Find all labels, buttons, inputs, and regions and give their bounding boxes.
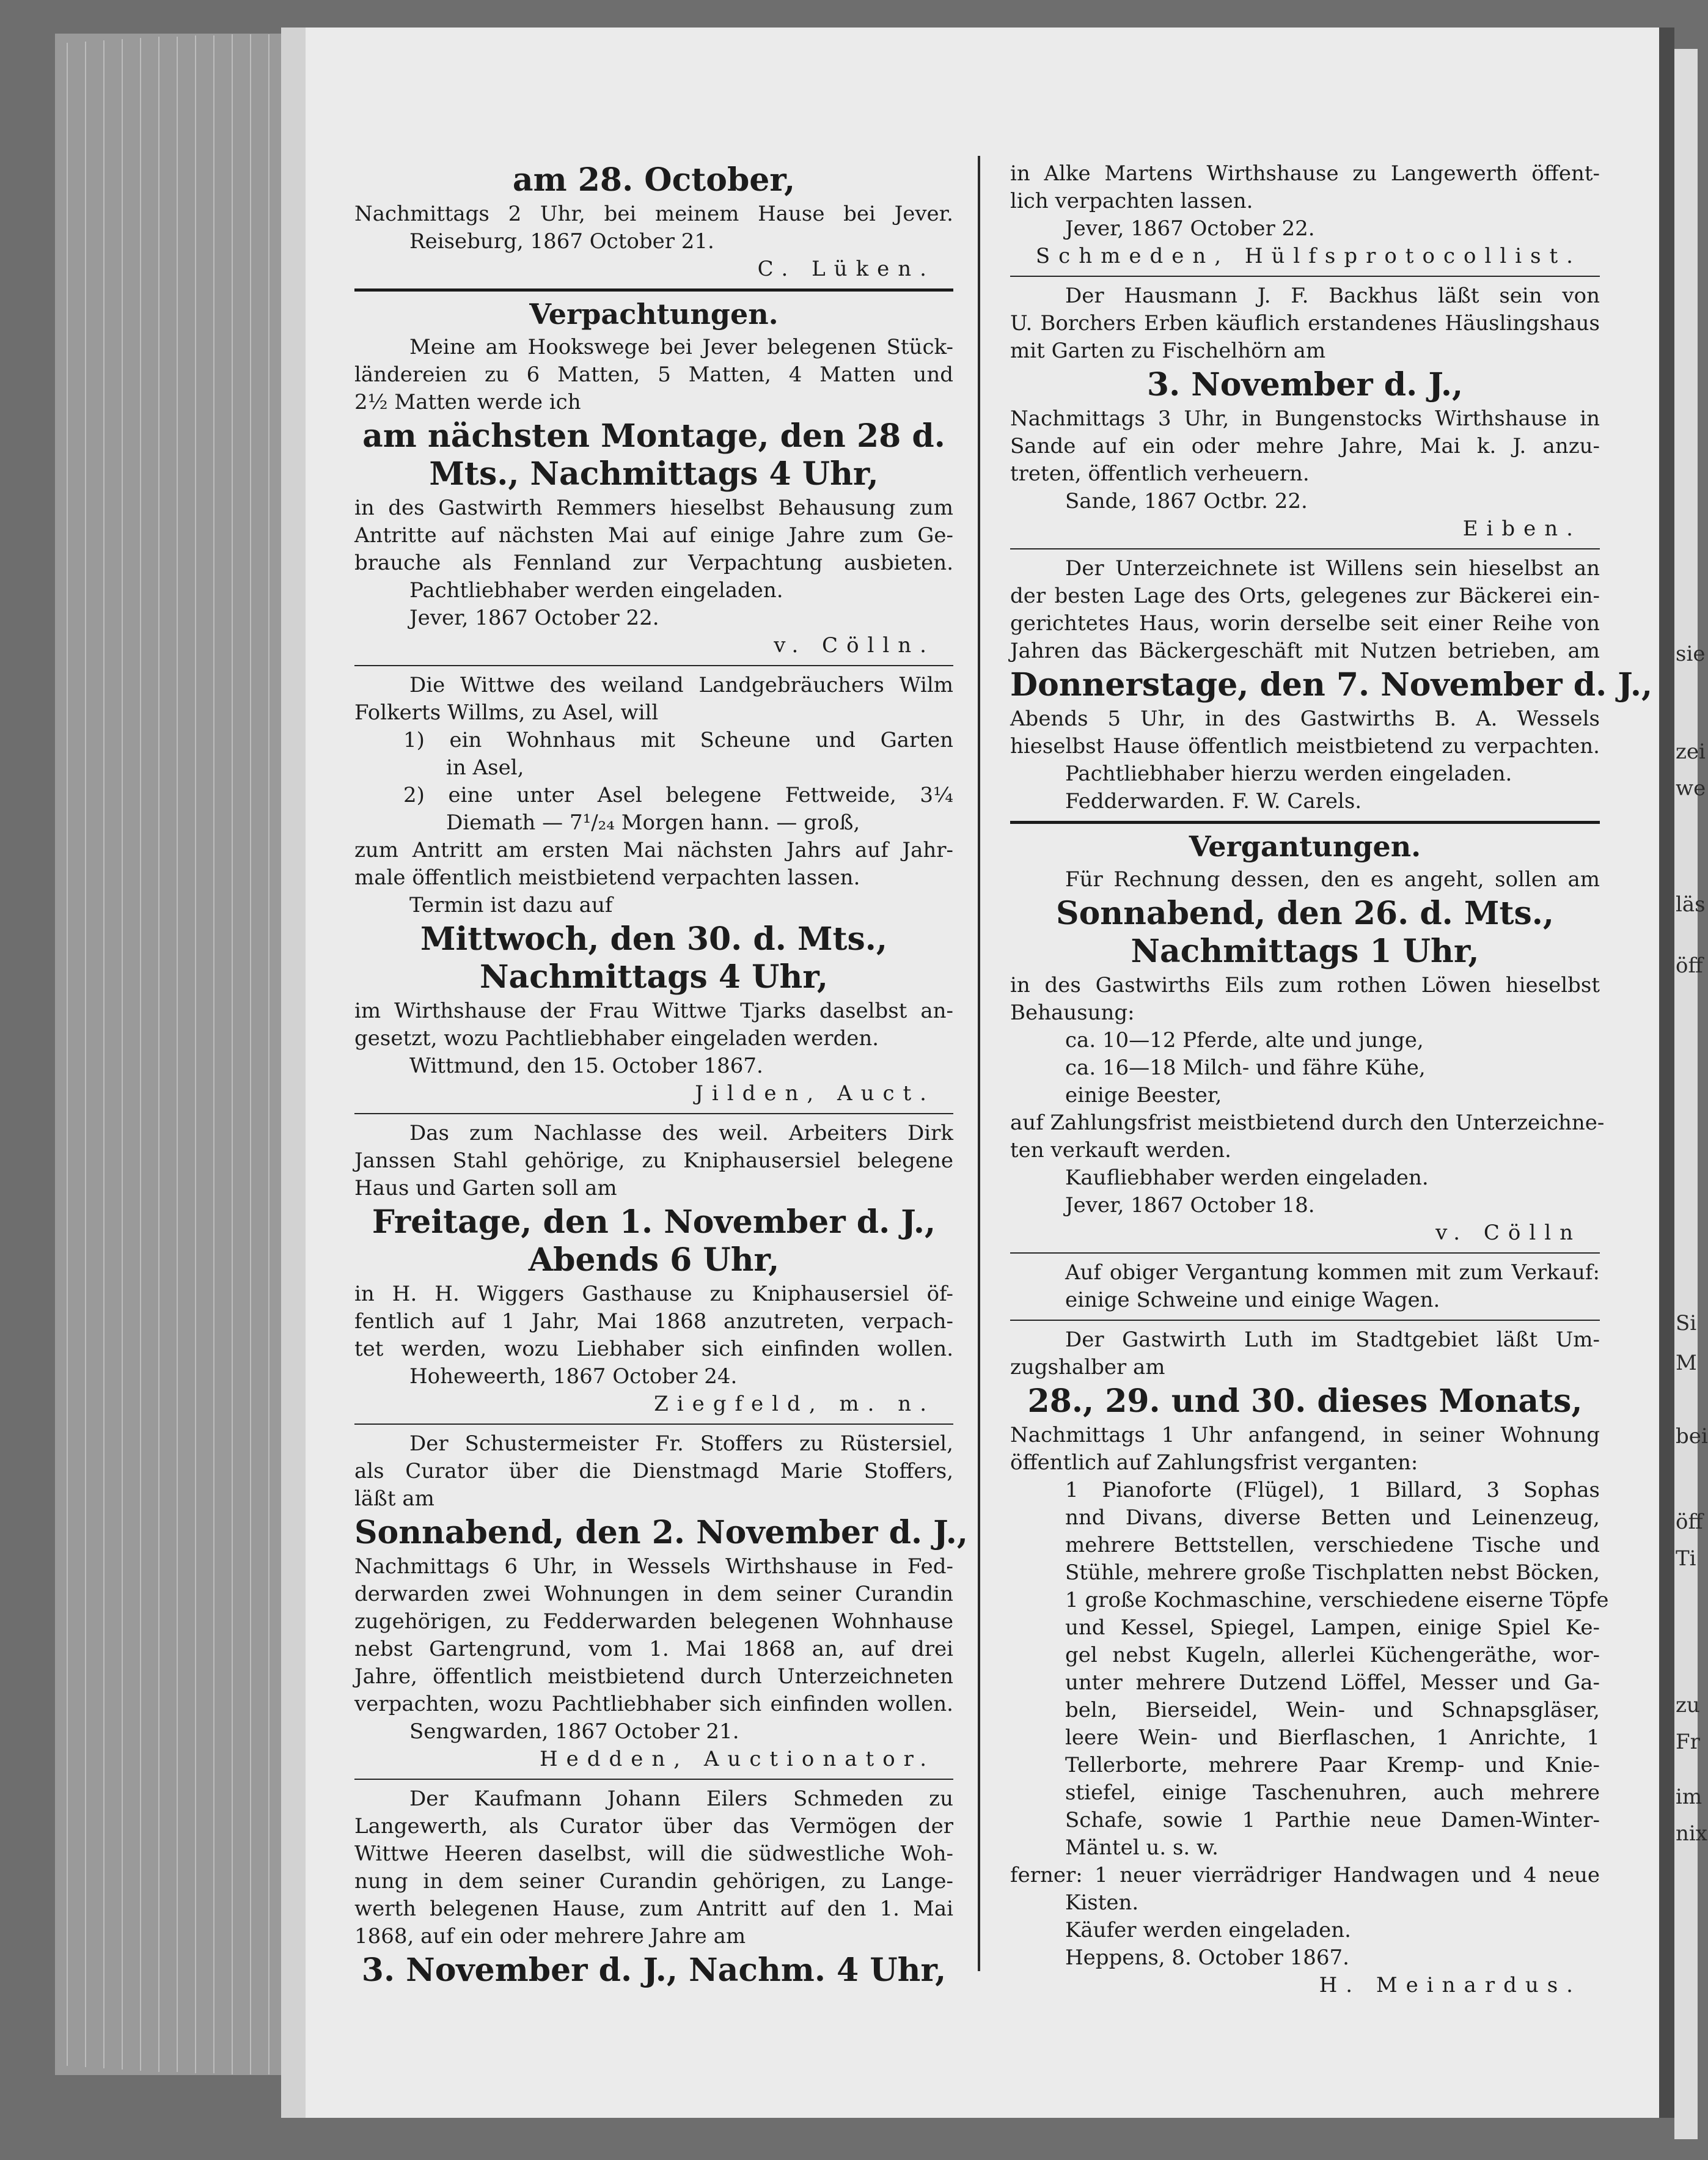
text-line: fentlich auf 1 Jahr, Mai 1868 anzutreten, verpach- (354, 1309, 953, 1334)
text-line: Kaufliebhaber werden eingeladen. (1065, 1166, 1429, 1190)
text-line: beln, Bierseidel, Wein- und Schnapsgläser, (1065, 1698, 1600, 1722)
text-line: ten verkauft werden. (1010, 1138, 1231, 1163)
text-line: Langewerth, als Curator über das Vermögen der (354, 1814, 953, 1839)
gutter-shadow (1659, 28, 1674, 2118)
text-line: zugehörigen, zu Fedderwarden belegenen Wohnhause (354, 1609, 953, 1634)
text-line: Wittwe Heeren daselbst, will die südwestliche Woh- (354, 1842, 953, 1866)
text-line: in Alke Martens Wirthshause zu Langewerth öffent- (1010, 161, 1600, 186)
text-line: Nachmittags 6 Uhr, in Wessels Wirthshause in Fed- (354, 1554, 953, 1579)
book-fore-edge (55, 34, 287, 2075)
date-headline: am nächsten Montage, den 28 d. (362, 417, 945, 455)
text-line: gerichtetes Haus, worin derselbe seit einer Reihe von (1010, 611, 1600, 636)
date-headline: 3. November d. J., Nachm. 4 Uhr, (361, 1952, 947, 1989)
facing-page-fragment: Ti (1676, 1546, 1696, 1571)
text-line: 1868, auf ein oder mehrere Jahre am (354, 1924, 746, 1949)
facing-page-fragment: we (1676, 776, 1706, 801)
text-line: im Wirthshause der Frau Wittwe Tjarks daselbst an- (354, 999, 953, 1023)
text-line: Jahre, öffentlich meistbietend durch Unterzeichneten (354, 1664, 953, 1689)
text-line: Mäntel u. s. w. (1065, 1835, 1219, 1860)
text-line: einige Beester, (1065, 1083, 1222, 1108)
facing-page-fragment: öff (1676, 953, 1703, 978)
separator-rule (354, 1423, 953, 1425)
text-line: 1) ein Wohnhaus mit Scheune und Garten (403, 728, 953, 752)
text-line: auf Zahlungsfrist meistbietend durch den Unterzeichne- (1010, 1111, 1605, 1135)
text-line: Stühle, mehrere große Tischplatten nebst Böcken, (1065, 1560, 1600, 1585)
text-line: Behausung: (1010, 1001, 1135, 1025)
text-line: Der Unterzeichnete ist Willens sein hieselbst an (1065, 556, 1600, 581)
facing-page-fragment: nix (1676, 1821, 1707, 1846)
facing-page-fragment: zu (1676, 1693, 1700, 1717)
separator-rule (1010, 276, 1600, 277)
text-line: ländereien zu 6 Matten, 5 Matten, 4 Matten und (354, 362, 953, 387)
date-headline: Nachmittags 1 Uhr, (1131, 933, 1479, 970)
text-line: Abends 5 Uhr, in des Gastwirths B. A. Wessels (1010, 707, 1600, 731)
facing-page-fragment: zei (1676, 740, 1706, 764)
text-line: 2½ Matten werde ich (354, 390, 581, 414)
date-headline: Freitage, den 1. November d. J., (372, 1203, 936, 1241)
text-line: Jahren das Bäckergeschäft mit Nutzen betrieben, am (1010, 639, 1600, 663)
date-headline: Sonnabend, den 2. November d. J., (354, 1514, 968, 1551)
text-line: ca. 16—18 Milch- und fähre Kühe, (1065, 1056, 1426, 1080)
date-headline: Donnerstage, den 7. November d. J., (1010, 666, 1653, 703)
facing-page-fragment: öff (1676, 1510, 1703, 1534)
text-line: Meine am Hookswege bei Jever belegenen Stück- (409, 335, 953, 359)
text-line: Jever, 1867 October 18. (1065, 1193, 1315, 1218)
text-line: Jever, 1867 October 22. (1065, 216, 1315, 241)
text-line: gel nebst Kugeln, allerlei Küchengeräthe, wor- (1065, 1643, 1600, 1667)
text-line: in des Gastwirth Remmers hieselbst Behausung zum (354, 496, 953, 520)
text-line: Käufer werden eingeladen. (1065, 1918, 1351, 1942)
text-line: Die Wittwe des weiland Landgebräuchers Wilm (409, 673, 953, 697)
text-line: male öffentlich meistbietend verpachten lassen. (354, 865, 860, 890)
date-headline: 3. November d. J., (1146, 366, 1464, 403)
text-line: unter mehrere Dutzend Löffel, Messer und Ga- (1065, 1670, 1600, 1695)
text-line: Reiseburg, 1867 October 21. (409, 229, 714, 254)
separator-rule (1010, 1252, 1600, 1254)
text-line: Folkerts Willms, zu Asel, will (354, 700, 659, 725)
separator-rule (1010, 821, 1600, 824)
text-line: zum Antritt am ersten Mai nächsten Jahrs auf Jahr- (354, 838, 953, 862)
text-line: Wittmund, den 15. October 1867. (409, 1054, 763, 1078)
facing-page-fragment: M (1676, 1351, 1697, 1375)
text-line: Der Schustermeister Fr. Stoffers zu Rüstersiel, (409, 1431, 953, 1456)
signature-line: H. Meinardus. (1319, 1973, 1582, 1997)
text-line: Sande, 1867 Octbr. 22. (1065, 489, 1308, 513)
text-line: treten, öffentlich verheuern. (1010, 461, 1310, 486)
separator-rule (354, 1113, 953, 1114)
text-line: 1 Pianoforte (Flügel), 1 Billard, 3 Sophas (1065, 1478, 1600, 1502)
signature-line: Eiben. (1462, 516, 1582, 541)
text-line: mehrere Bettstellen, verschiedene Tische und (1065, 1533, 1600, 1557)
text-line: einige Schweine und einige Wagen. (1065, 1288, 1440, 1312)
text-line: nebst Gartengrund, vom 1. Mai 1868 an, auf drei (354, 1637, 953, 1661)
signature-line: v. Cölln (1435, 1221, 1582, 1245)
text-line: gesetzt, wozu Pachtliebhaber eingeladen werden. (354, 1026, 879, 1051)
text-line: als Curator über die Dienstmagd Marie Stoffers, (354, 1459, 953, 1483)
facing-page-fragment: im (1676, 1785, 1703, 1809)
text-line: Fedderwarden. F. W. Carels. (1065, 789, 1362, 814)
text-line: derwarden zwei Wohnungen in dem seiner Curandin (354, 1582, 953, 1606)
text-line: stiefel, einige Taschenuhren, auch mehrere (1065, 1780, 1600, 1805)
text-line: hieselbst Hause öffentlich meistbietend zu verpachten. (1010, 734, 1600, 759)
text-line: werth belegenen Hause, zum Antritt auf den 1. Mai (354, 1897, 953, 1921)
facing-page-fragment: bei (1676, 1424, 1708, 1449)
text-line: Hoheweerth, 1867 October 24. (409, 1364, 738, 1389)
text-line: leere Wein- und Bierflaschen, 1 Anrichte, 1 (1065, 1725, 1600, 1750)
text-line: 1 große Kochmaschine, verschiedene eiserne Töpfe (1065, 1588, 1609, 1612)
text-line: in H. H. Wiggers Gasthause zu Kniphausersiel öf- (354, 1282, 953, 1306)
signature-line: Schmeden, Hülfsprotocollist. (1035, 244, 1582, 268)
text-line: in Asel, (446, 755, 524, 780)
text-line: lich verpachten lassen. (1010, 189, 1253, 213)
text-line: Jever, 1867 October 22. (409, 606, 659, 630)
text-line: und Kessel, Spiegel, Lampen, einige Spiel Ke- (1065, 1615, 1600, 1640)
text-line: Janssen Stahl gehörige, zu Kniphausersiel belegene (354, 1148, 953, 1173)
date-headline: Nachmittags 4 Uhr, (479, 958, 829, 996)
text-line: Pachtliebhaber werden eingeladen. (409, 578, 783, 603)
text-line: Der Gastwirth Luth im Stadtgebiet läßt Um- (1065, 1328, 1600, 1352)
text-line: mit Garten zu Fischelhörn am (1010, 339, 1326, 363)
text-line: nnd Divans, diverse Betten und Leinenzeug, (1065, 1505, 1600, 1530)
text-line: Diemath — 7¹/₂₄ Morgen hann. — groß, (446, 810, 860, 835)
text-line: Auf obiger Vergantung kommen mit zum Verkauf: (1065, 1260, 1600, 1285)
text-line: nung in dem seiner Curandin gehörigen, zu Lange- (354, 1869, 953, 1894)
text-line: brauche als Fennland zur Verpachtung ausbieten. (354, 551, 953, 575)
section-heading: Verpachtungen. (529, 298, 779, 331)
signature-line: Ziegfeld, m. n. (654, 1392, 935, 1416)
text-line: Nachmittags 1 Uhr anfangend, in seiner Wohnung (1010, 1423, 1600, 1447)
text-line: Nachmittags 2 Uhr, bei meinem Hause bei Jever. (354, 202, 953, 226)
date-headline: am 28. October, (512, 161, 796, 199)
text-line: öffentlich auf Zahlungsfrist verganten: (1010, 1450, 1418, 1475)
text-line: 2) eine unter Asel belegene Fettweide, 3¼ (403, 783, 953, 807)
text-line: zugshalber am (1010, 1355, 1165, 1379)
text-line: ferner: 1 neuer vierrädriger Handwagen und 4 neue (1010, 1863, 1600, 1887)
text-line: Das zum Nachlasse des weil. Arbeiters Dirk (409, 1121, 953, 1145)
signature-line: v. Cölln. (774, 633, 935, 658)
date-headline: Abends 6 Uhr, (528, 1241, 780, 1279)
text-line: Sengwarden, 1867 October 21. (409, 1719, 739, 1744)
text-line: in des Gastwirths Eils zum rothen Löwen hieselbst (1010, 973, 1600, 997)
text-line: Haus und Garten soll am (354, 1176, 617, 1200)
text-line: Der Hausmann J. F. Backhus läßt sein von (1065, 284, 1600, 308)
text-line: ca. 10—12 Pferde, alte und junge, (1065, 1028, 1424, 1052)
text-line: Tellerborte, mehrere Paar Kremp- und Knie- (1065, 1753, 1600, 1777)
text-line: Pachtliebhaber hierzu werden eingeladen. (1065, 762, 1512, 786)
text-line: läßt am (354, 1486, 434, 1511)
facing-page-fragment: läs (1676, 892, 1706, 917)
facing-page-fragment: Fr (1676, 1730, 1700, 1754)
text-line: der besten Lage des Orts, gelegenes zur Bäckerei ein- (1010, 584, 1600, 608)
text-line: Antritte auf nächsten Mai auf einige Jahre zum Ge- (354, 523, 953, 548)
column-left (354, 160, 968, 1991)
separator-rule (1010, 548, 1600, 549)
date-headline: Mittwoch, den 30. d. Mts., (420, 920, 888, 958)
text-line: Für Rechnung dessen, den es angeht, sollen am (1065, 867, 1600, 892)
text-line: Sande auf ein oder mehre Jahre, Mai k. J. anzu- (1010, 434, 1600, 458)
facing-page-fragment: sie (1676, 642, 1706, 666)
facing-page-fragment: Si (1676, 1311, 1697, 1335)
text-line: Kisten. (1065, 1890, 1139, 1915)
text-line: Termin ist dazu auf (409, 893, 613, 917)
text-line: Schafe, sowie 1 Parthie neue Damen-Winter- (1065, 1808, 1600, 1832)
date-headline: 28., 29. und 30. dieses Monats, (1027, 1383, 1583, 1420)
section-heading: Vergantungen. (1189, 830, 1421, 863)
separator-rule (354, 288, 953, 292)
text-line: Der Kaufmann Johann Eilers Schmeden zu (409, 1787, 953, 1811)
column-right (1010, 160, 1653, 1999)
signature-line: Jilden, Auct. (695, 1081, 935, 1106)
text-line: U. Borchers Erben käuflich erstandenes Häuslingshaus (1010, 311, 1600, 336)
page-shadow-left (281, 28, 306, 2118)
signature-line: C. Lüken. (757, 257, 935, 281)
text-line: tet werden, wozu Liebhaber sich einfinden wollen. (354, 1337, 953, 1361)
text-line: verpachten, wozu Pachtliebhaber sich einfinden wollen. (354, 1692, 953, 1716)
text-line: Heppens, 8. October 1867. (1065, 1945, 1349, 1970)
separator-rule (354, 1779, 953, 1780)
text-line: Nachmittags 3 Uhr, in Bungenstocks Wirthshause in (1010, 406, 1600, 431)
date-headline: Sonnabend, den 26. d. Mts., (1056, 895, 1554, 932)
date-headline: Mts., Nachmittags 4 Uhr, (429, 455, 879, 493)
separator-rule (1010, 1320, 1600, 1321)
signature-line: Hedden, Auctionator. (539, 1747, 935, 1771)
separator-rule (354, 665, 953, 666)
